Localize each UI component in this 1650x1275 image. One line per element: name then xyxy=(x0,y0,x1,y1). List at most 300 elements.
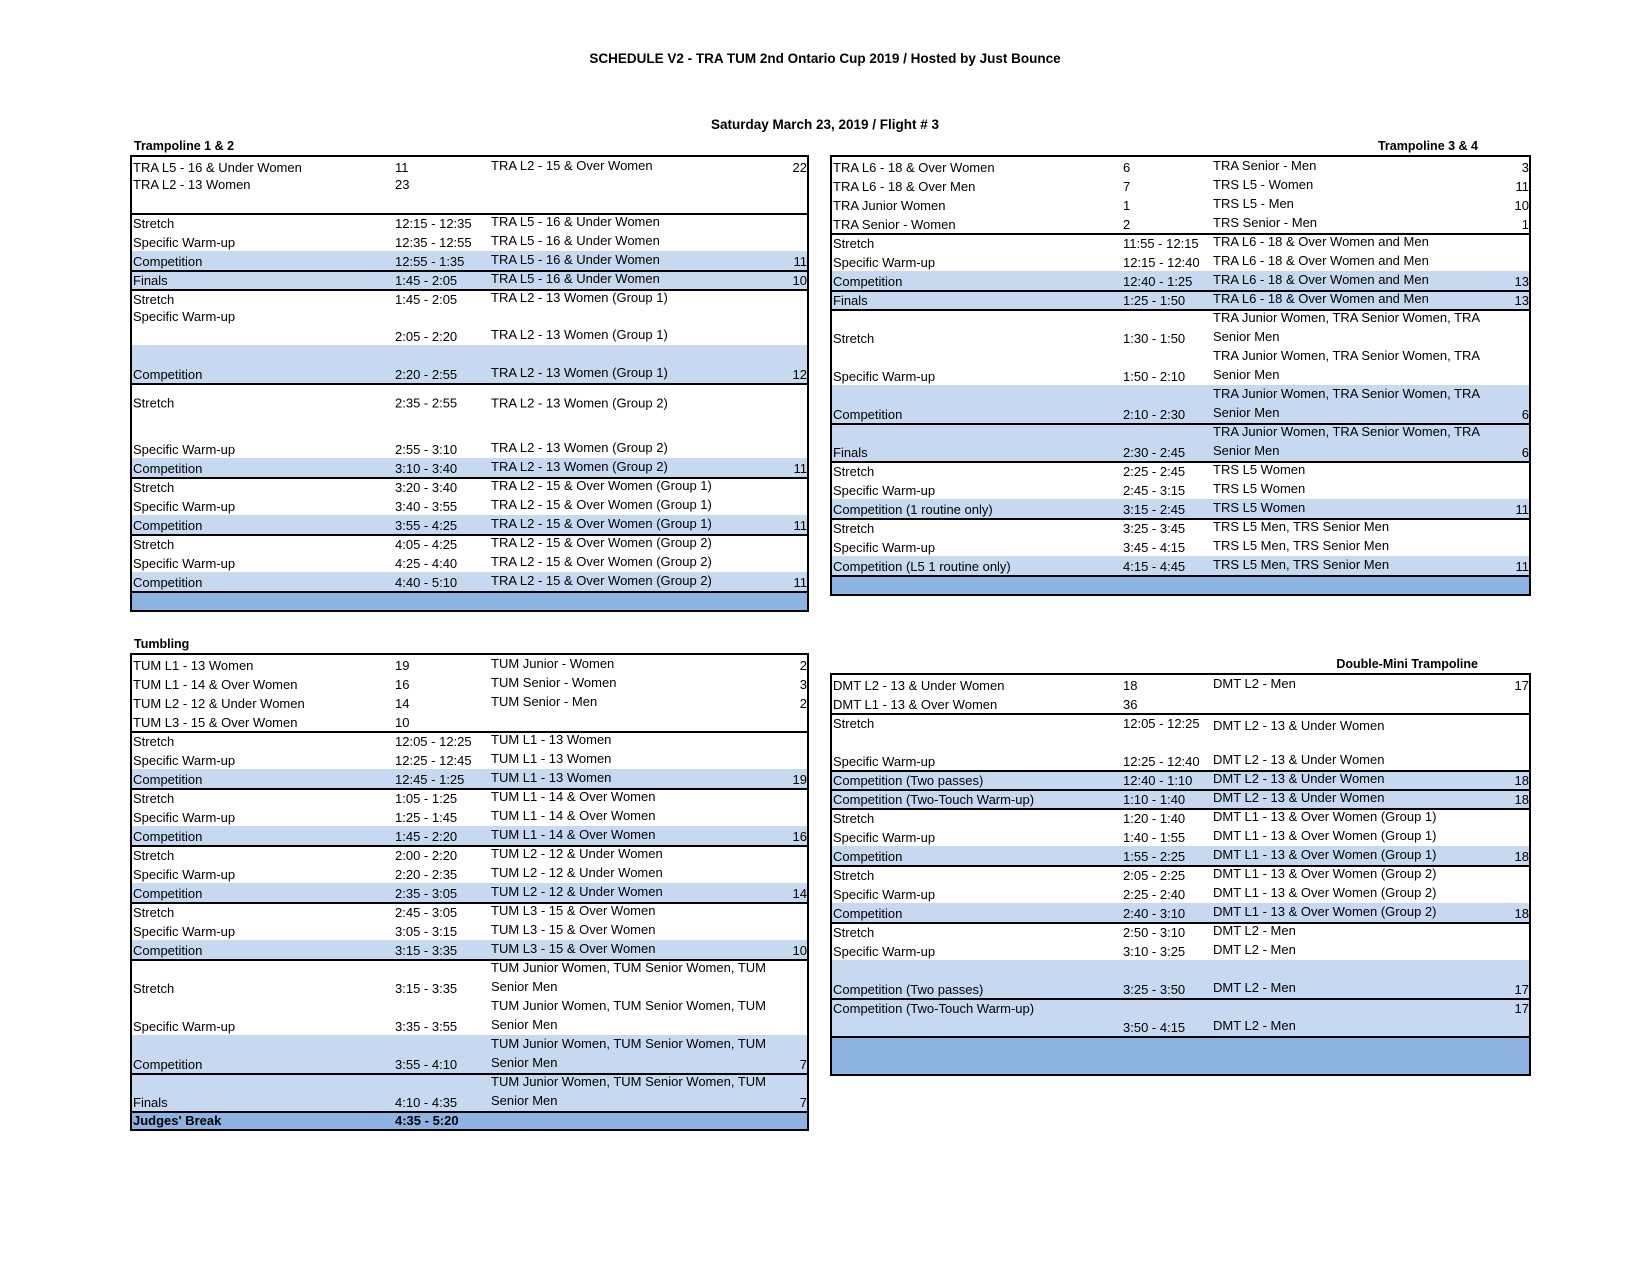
schedule-row xyxy=(132,176,807,213)
row-label: TRA Senior - Women xyxy=(833,217,956,232)
schedule-row xyxy=(832,157,1529,176)
time-range: 12:15 - 12:40 xyxy=(1123,255,1200,270)
time-range: 2:50 - 3:10 xyxy=(1123,925,1186,940)
row-label: Specific Warm-up xyxy=(133,556,236,571)
time-range: 1:25 - 1:50 xyxy=(1123,293,1186,308)
event-name: TRA Senior - Men xyxy=(1213,158,1317,173)
event-name: DMT L2 - Men xyxy=(1213,1018,1296,1033)
row-label: Finals xyxy=(833,293,868,308)
row-label: TRA L6 - 18 & Over Men xyxy=(833,179,976,194)
schedule-row xyxy=(132,921,807,940)
athlete-count: 19 xyxy=(792,772,807,787)
schedule-row xyxy=(832,461,1529,480)
schedule-row xyxy=(132,251,807,270)
event-name: DMT L2 - 13 & Under Women xyxy=(1213,718,1385,733)
time-range: 3:45 - 4:15 xyxy=(1123,540,1186,555)
schedule-row xyxy=(132,902,807,921)
event-name: TRS Senior - Men xyxy=(1213,215,1318,230)
row-label: Stretch xyxy=(833,464,875,479)
schedule-row xyxy=(832,713,1529,751)
schedule-row xyxy=(832,176,1529,195)
time-range: 16 xyxy=(395,677,410,692)
time-range: 3:10 - 3:40 xyxy=(395,461,458,476)
row-label: Stretch xyxy=(133,537,175,552)
event-name: TUM L1 - 13 Women xyxy=(491,732,612,747)
schedule-row xyxy=(832,480,1529,499)
athlete-count: 2 xyxy=(799,658,807,673)
row-label: Competition (Two-Touch Warm-up) xyxy=(833,1001,1035,1016)
schedule-row xyxy=(132,674,807,693)
time-range: 1:45 - 2:05 xyxy=(395,273,458,288)
event-name: TRA L6 - 18 & Over Women and Men xyxy=(1213,234,1429,249)
athlete-count: 10 xyxy=(792,943,807,958)
row-label: Competition (Two passes) xyxy=(833,982,984,997)
athlete-count: 18 xyxy=(1514,773,1529,788)
time-range: 19 xyxy=(395,658,410,673)
table-footer-band xyxy=(132,1111,807,1129)
event-name: TRA L2 - 13 Women (Group 1) xyxy=(491,290,668,305)
schedule-row xyxy=(832,233,1529,252)
event-name: DMT L2 - 13 & Under Women xyxy=(1213,771,1385,786)
athlete-count: 11 xyxy=(1515,559,1529,574)
schedule-row xyxy=(132,458,807,477)
section-label-trampoline-3-4: Trampoline 3 & 4 xyxy=(1377,139,1478,153)
time-range: 4:05 - 4:25 xyxy=(395,537,458,552)
time-range: 1:45 - 2:05 xyxy=(395,292,458,307)
schedule-row xyxy=(832,347,1529,385)
event-name: TUM Junior Women, TUM Senior Women, TUM Senior Men xyxy=(491,960,766,994)
schedule-row xyxy=(132,477,807,496)
row-label: Specific Warm-up xyxy=(133,867,236,882)
event-name: TUM L1 - 13 Women xyxy=(491,751,612,766)
row-label: TUM L3 - 15 & Over Women xyxy=(133,715,298,730)
row-label: Competition xyxy=(133,254,203,269)
row-label: Stretch xyxy=(133,791,175,806)
section-label-tumbling: Tumbling xyxy=(134,637,190,651)
event-name: TUM L2 - 12 & Under Women xyxy=(491,865,663,880)
time-range: 3:55 - 4:10 xyxy=(395,1057,458,1072)
time-range: 4:40 - 5:10 xyxy=(395,575,458,590)
event-name: DMT L1 - 13 & Over Women (Group 2) xyxy=(1213,866,1437,881)
event-name: TRA L6 - 18 & Over Women and Men xyxy=(1213,253,1429,268)
schedule-row xyxy=(132,270,807,289)
event-name: TRA L5 - 16 & Under Women xyxy=(491,233,660,248)
time-range: 10 xyxy=(395,715,410,730)
event-name: TRA L2 - 13 Women (Group 1) xyxy=(491,365,668,380)
event-name: TRA L2 - 13 Women (Group 2) xyxy=(491,440,668,455)
schedule-row xyxy=(832,960,1529,998)
row-label: Specific Warm-up xyxy=(133,924,236,939)
row-label: Specific Warm-up xyxy=(133,309,236,324)
athlete-count: 10 xyxy=(1514,198,1529,213)
schedule-row xyxy=(132,1035,807,1073)
row-label: Competition (1 routine only) xyxy=(833,502,993,517)
event-name: TRA Junior Women, TRA Senior Women, TRA Senior Men xyxy=(1213,348,1480,382)
event-name: DMT L1 - 13 & Over Women (Group 1) xyxy=(1213,809,1437,824)
schedule-row xyxy=(132,496,807,515)
time-range: 2:20 - 2:55 xyxy=(395,367,458,382)
row-label: Stretch xyxy=(833,716,875,731)
row-label: TUM L1 - 14 & Over Women xyxy=(133,677,298,692)
athlete-count: 16 xyxy=(792,829,807,844)
athlete-count: 11 xyxy=(793,575,807,590)
time-range: 3:05 - 3:15 xyxy=(395,924,458,939)
flight-date-heading: Saturday March 23, 2019 / Flight # 3 xyxy=(710,117,940,132)
row-label: Stretch xyxy=(133,734,175,749)
schedule-row xyxy=(132,769,807,788)
event-name: TUM Junior Women, TUM Senior Women, TUM Senior Men xyxy=(491,1036,766,1070)
time-range: 1:25 - 1:45 xyxy=(395,810,458,825)
event-name: TUM Junior - Women xyxy=(491,656,615,671)
event-name: DMT L2 - 13 & Under Women xyxy=(1213,790,1385,805)
row-label: Competition xyxy=(133,1057,203,1072)
event-name: DMT L1 - 13 & Over Women (Group 2) xyxy=(1213,904,1437,919)
time-range: 2:45 - 3:05 xyxy=(395,905,458,920)
row-label: Specific Warm-up xyxy=(133,810,236,825)
schedule-row xyxy=(132,1073,807,1111)
row-label: Specific Warm-up xyxy=(833,887,936,902)
section-label-trampoline-1-2: Trampoline 1 & 2 xyxy=(134,139,235,153)
time-range: 4:15 - 4:45 xyxy=(1123,559,1186,574)
schedule-row xyxy=(132,515,807,534)
row-label: Competition xyxy=(833,849,903,864)
row-label: Competition (Two passes) xyxy=(833,773,984,788)
schedule-row xyxy=(132,345,807,383)
event-name: TUM L1 - 14 & Over Women xyxy=(491,789,656,804)
row-label: TUM L1 - 13 Women xyxy=(133,658,254,673)
event-name: TRS L5 - Women xyxy=(1213,177,1314,192)
row-label: Competition xyxy=(133,461,203,476)
schedule-row xyxy=(132,534,807,553)
row-label: Stretch xyxy=(833,811,875,826)
schedule-row xyxy=(832,290,1529,309)
schedule-row xyxy=(832,252,1529,271)
schedule-row xyxy=(132,421,807,458)
athlete-count: 11 xyxy=(793,461,807,476)
time-range: 2:05 - 2:25 xyxy=(1123,868,1186,883)
event-name: TRA L2 - 13 Women (Group 2) xyxy=(491,395,668,411)
athlete-count: 12 xyxy=(792,367,807,382)
schedule-row xyxy=(832,808,1529,827)
time-range: 2:35 - 3:05 xyxy=(395,886,458,901)
row-label: Competition xyxy=(833,407,903,422)
event-name: TRA L2 - 13 Women (Group 1) xyxy=(491,327,668,342)
event-name: TRS L5 - Men xyxy=(1213,196,1294,211)
event-name: TUM Senior - Men xyxy=(491,694,598,709)
event-name: DMT L2 - Men xyxy=(1213,980,1296,995)
row-label: Specific Warm-up xyxy=(133,235,236,250)
event-name: TUM Junior Women, TUM Senior Women, TUM Senior Men xyxy=(491,998,766,1032)
schedule-row xyxy=(832,827,1529,846)
schedule-row xyxy=(132,655,807,674)
time-range: 12:55 - 1:35 xyxy=(395,254,465,269)
schedule-row xyxy=(132,308,807,345)
time-range: 1:40 - 1:55 xyxy=(1123,830,1186,845)
schedule-row xyxy=(132,383,807,421)
schedule-row xyxy=(832,195,1529,214)
row-label: Stretch xyxy=(133,981,175,996)
time-range: 11:55 - 12:15 xyxy=(1123,236,1199,251)
section-label-double-mini: Double-Mini Trampoline xyxy=(1336,657,1478,671)
event-name: TUM Senior - Women xyxy=(491,675,617,690)
row-label: TRA L6 - 18 & Over Women xyxy=(833,160,995,175)
schedule-row xyxy=(132,232,807,251)
time-range: 2:30 - 2:45 xyxy=(1123,445,1186,460)
schedule-row xyxy=(132,864,807,883)
row-label: Specific Warm-up xyxy=(833,944,936,959)
event-name: TRA L6 - 18 & Over Women and Men xyxy=(1213,291,1429,306)
row-label: TRA L5 - 16 & Under Women xyxy=(133,160,302,175)
time-range: 3:25 - 3:50 xyxy=(1123,982,1186,997)
time-range: 12:05 - 12:25 xyxy=(395,734,472,749)
row-label: Stretch xyxy=(133,395,175,411)
event-name: TUM L3 - 15 & Over Women xyxy=(491,903,656,918)
time-range: 2:45 - 3:15 xyxy=(1123,483,1186,498)
row-label: Specific Warm-up xyxy=(833,754,936,769)
row-label: Specific Warm-up xyxy=(833,255,936,270)
table-footer-band xyxy=(832,575,1529,594)
schedule-row xyxy=(832,518,1529,537)
schedule-row xyxy=(832,423,1529,461)
schedule-row xyxy=(832,675,1529,694)
athlete-count: 11 xyxy=(1515,179,1529,194)
double-mini-table xyxy=(830,673,1531,1076)
athlete-count: 11 xyxy=(1515,502,1529,517)
schedule-row xyxy=(132,572,807,591)
row-label: Specific Warm-up xyxy=(833,483,936,498)
row-label: Stretch xyxy=(833,236,875,251)
time-range: 2:10 - 2:30 xyxy=(1123,407,1186,422)
row-label: TRA L2 - 13 Women xyxy=(133,177,251,192)
row-label: Specific Warm-up xyxy=(833,830,936,845)
athlete-count: 7 xyxy=(799,1095,807,1110)
row-label: Stretch xyxy=(833,868,875,883)
time-range: 2 xyxy=(1123,217,1131,232)
schedule-row xyxy=(832,846,1529,865)
event-name: TUM L1 - 14 & Over Women xyxy=(491,808,656,823)
event-name: DMT L1 - 13 & Over Women (Group 2) xyxy=(1213,885,1437,900)
schedule-row xyxy=(832,770,1529,789)
athlete-count: 11 xyxy=(793,518,807,533)
time-range: 12:40 - 1:25 xyxy=(1123,274,1193,289)
row-label: Finals xyxy=(833,445,868,460)
row-label: Competition (L5 1 routine only) xyxy=(833,559,1011,574)
athlete-count: 22 xyxy=(792,160,807,175)
trampoline-1-2-table xyxy=(130,155,809,612)
time-range: 12:25 - 12:40 xyxy=(1123,754,1200,769)
athlete-count: 18 xyxy=(1514,792,1529,807)
row-label: Competition xyxy=(133,772,203,787)
time-range: 12:45 - 1:25 xyxy=(395,772,465,787)
row-label: Stretch xyxy=(833,925,875,940)
event-name: TRA L2 - 13 Women (Group 2) xyxy=(491,459,668,474)
event-name: TRA L2 - 15 & Over Women (Group 2) xyxy=(491,554,712,569)
time-range: 36 xyxy=(1123,697,1138,712)
time-range: 1:55 - 2:25 xyxy=(1123,849,1186,864)
athlete-count: 13 xyxy=(1514,293,1529,308)
schedule-row xyxy=(132,750,807,769)
tumbling-table xyxy=(130,653,809,1131)
time-range: 1:20 - 1:40 xyxy=(1123,811,1186,826)
row-label: Stretch xyxy=(133,292,175,307)
event-name: TRA Junior Women, TRA Senior Women, TRA Senior Men xyxy=(1213,310,1480,344)
event-name: TRA L6 - 18 & Over Women and Men xyxy=(1213,272,1429,287)
time-range: 3:50 - 4:15 xyxy=(1123,1020,1186,1035)
time-range: 4:25 - 4:40 xyxy=(395,556,458,571)
time-range: 2:00 - 2:20 xyxy=(395,848,458,863)
athlete-count: 18 xyxy=(1514,906,1529,921)
event-name: TRA Junior Women, TRA Senior Women, TRA Senior Men xyxy=(1213,424,1480,458)
row-label: Competition xyxy=(133,367,203,382)
row-label: Judges' Break xyxy=(133,1113,222,1128)
event-name: TUM L1 - 14 & Over Women xyxy=(491,827,656,842)
row-label: Stretch xyxy=(133,480,175,495)
row-label: DMT L1 - 13 & Over Women xyxy=(833,697,998,712)
row-label: Stretch xyxy=(833,521,875,536)
event-name: TRS L5 Women xyxy=(1213,462,1306,477)
time-range: 1:10 - 1:40 xyxy=(1123,792,1186,807)
time-range: 3:15 - 3:35 xyxy=(395,981,458,996)
row-label: Stretch xyxy=(133,905,175,920)
event-name: DMT L1 - 13 & Over Women (Group 1) xyxy=(1213,828,1437,843)
athlete-count: 18 xyxy=(1514,849,1529,864)
time-range: 11 xyxy=(395,160,409,175)
row-label: Competition xyxy=(833,906,903,921)
row-label: Competition xyxy=(133,575,203,590)
schedule-row xyxy=(132,940,807,959)
time-range: 2:05 - 2:20 xyxy=(395,329,458,344)
row-label: Competition xyxy=(133,829,203,844)
table-footer-band xyxy=(832,1036,1529,1074)
row-label: Finals xyxy=(133,273,168,288)
row-label: Specific Warm-up xyxy=(133,442,236,457)
schedule-row xyxy=(132,289,807,308)
schedule-row xyxy=(132,845,807,864)
trampoline-3-4-table xyxy=(830,155,1531,596)
event-name: TUM L2 - 12 & Under Women xyxy=(491,846,663,861)
event-name: TRA L2 - 15 & Over Women (Group 1) xyxy=(491,478,712,493)
row-label: Competition xyxy=(833,274,903,289)
time-range: 2:55 - 3:10 xyxy=(395,442,458,457)
row-label: Specific Warm-up xyxy=(133,499,236,514)
time-range: 3:15 - 2:45 xyxy=(1123,502,1186,517)
row-label: Stretch xyxy=(133,216,175,231)
athlete-count: 3 xyxy=(1521,160,1529,175)
schedule-row xyxy=(832,922,1529,941)
schedule-row xyxy=(132,157,807,176)
event-name: DMT L1 - 13 & Over Women (Group 1) xyxy=(1213,847,1437,862)
time-range: 14 xyxy=(395,696,410,711)
schedule-row xyxy=(832,556,1529,575)
row-label: Specific Warm-up xyxy=(133,1019,236,1034)
time-range: 6 xyxy=(1123,160,1131,175)
event-name: TRA Junior Women, TRA Senior Women, TRA Senior Men xyxy=(1213,386,1480,420)
athlete-count: 13 xyxy=(1514,274,1529,289)
event-name: TUM L3 - 15 & Over Women xyxy=(491,922,656,937)
row-label: Competition (Two-Touch Warm-up) xyxy=(833,792,1035,807)
time-range: 3:20 - 3:40 xyxy=(395,480,458,495)
athlete-count: 17 xyxy=(1514,982,1529,997)
row-label: TUM L2 - 12 & Under Women xyxy=(133,696,305,711)
schedule-row xyxy=(832,941,1529,960)
time-range: 1:30 - 1:50 xyxy=(1123,331,1186,346)
event-name: TRA L5 - 16 & Under Women xyxy=(491,214,660,229)
event-name: TRS L5 Men, TRS Senior Men xyxy=(1213,557,1390,572)
time-range: 3:35 - 3:55 xyxy=(395,1019,458,1034)
athlete-count: 6 xyxy=(1521,407,1529,422)
time-range: 3:15 - 3:35 xyxy=(395,943,458,958)
event-name: DMT L2 - Men xyxy=(1213,923,1296,938)
schedule-row xyxy=(832,865,1529,884)
event-name: TRA L2 - 15 & Over Women (Group 2) xyxy=(491,573,712,588)
athlete-count: 1 xyxy=(1521,217,1529,232)
row-label: Specific Warm-up xyxy=(833,369,936,384)
row-label: Finals xyxy=(133,1095,168,1110)
event-name: TRA L2 - 15 & Over Women (Group 2) xyxy=(491,535,712,550)
time-range: 2:25 - 2:40 xyxy=(1123,887,1186,902)
athlete-count: 11 xyxy=(793,254,807,269)
time-range: 1:45 - 2:20 xyxy=(395,829,458,844)
row-label: DMT L2 - 13 & Under Women xyxy=(833,678,1005,693)
time-range: 18 xyxy=(1123,678,1138,693)
time-range: 2:40 - 3:10 xyxy=(1123,906,1186,921)
athlete-count: 7 xyxy=(799,1057,807,1072)
row-label: Competition xyxy=(133,886,203,901)
time-range: 1:05 - 1:25 xyxy=(395,791,458,806)
schedule-row xyxy=(132,693,807,712)
athlete-count: 17 xyxy=(1514,1001,1529,1016)
event-name: TUM L3 - 15 & Over Women xyxy=(491,941,656,956)
row-label: Specific Warm-up xyxy=(133,753,236,768)
row-label: Competition xyxy=(133,518,203,533)
time-range: 1:50 - 2:10 xyxy=(1123,369,1186,384)
time-range: 2:25 - 2:45 xyxy=(1123,464,1186,479)
schedule-row xyxy=(132,997,807,1035)
row-label: Competition xyxy=(133,943,203,958)
schedule-row xyxy=(832,789,1529,808)
schedule-row xyxy=(132,712,807,731)
athlete-count: 6 xyxy=(1521,445,1529,460)
row-label: TRA Junior Women xyxy=(833,198,946,213)
event-name: TRS L5 Men, TRS Senior Men xyxy=(1213,519,1390,534)
schedule-row xyxy=(832,998,1529,1036)
event-name: TUM L2 - 12 & Under Women xyxy=(491,884,663,899)
table-footer-band xyxy=(132,591,807,610)
athlete-count: 3 xyxy=(799,677,807,692)
schedule-row xyxy=(132,959,807,997)
schedule-row xyxy=(832,537,1529,556)
time-range: 23 xyxy=(395,177,410,192)
athlete-count: 14 xyxy=(792,886,807,901)
document-title: SCHEDULE V2 - TRA TUM 2nd Ontario Cup 2019 / Hosted by Just Bounce xyxy=(589,51,1061,66)
time-range: 7 xyxy=(1123,179,1131,194)
time-range: 1 xyxy=(1123,198,1131,213)
schedule-row xyxy=(832,694,1529,713)
time-range: 12:05 - 12:25 xyxy=(1123,716,1200,731)
time-range: 4:10 - 4:35 xyxy=(395,1095,458,1110)
event-name: TRA L2 - 15 & Over Women xyxy=(491,158,653,173)
event-name: TRA L2 - 15 & Over Women (Group 1) xyxy=(491,497,712,512)
schedule-row xyxy=(132,883,807,902)
schedule-row xyxy=(832,271,1529,290)
time-range: 12:15 - 12:35 xyxy=(395,216,472,231)
row-label: Stretch xyxy=(133,848,175,863)
time-range: 3:55 - 4:25 xyxy=(395,518,458,533)
event-name: DMT L2 - 13 & Under Women xyxy=(1213,752,1385,767)
row-label: Stretch xyxy=(833,331,875,346)
time-range: 3:40 - 3:55 xyxy=(395,499,458,514)
event-name: TRA L2 - 15 & Over Women (Group 1) xyxy=(491,516,712,531)
